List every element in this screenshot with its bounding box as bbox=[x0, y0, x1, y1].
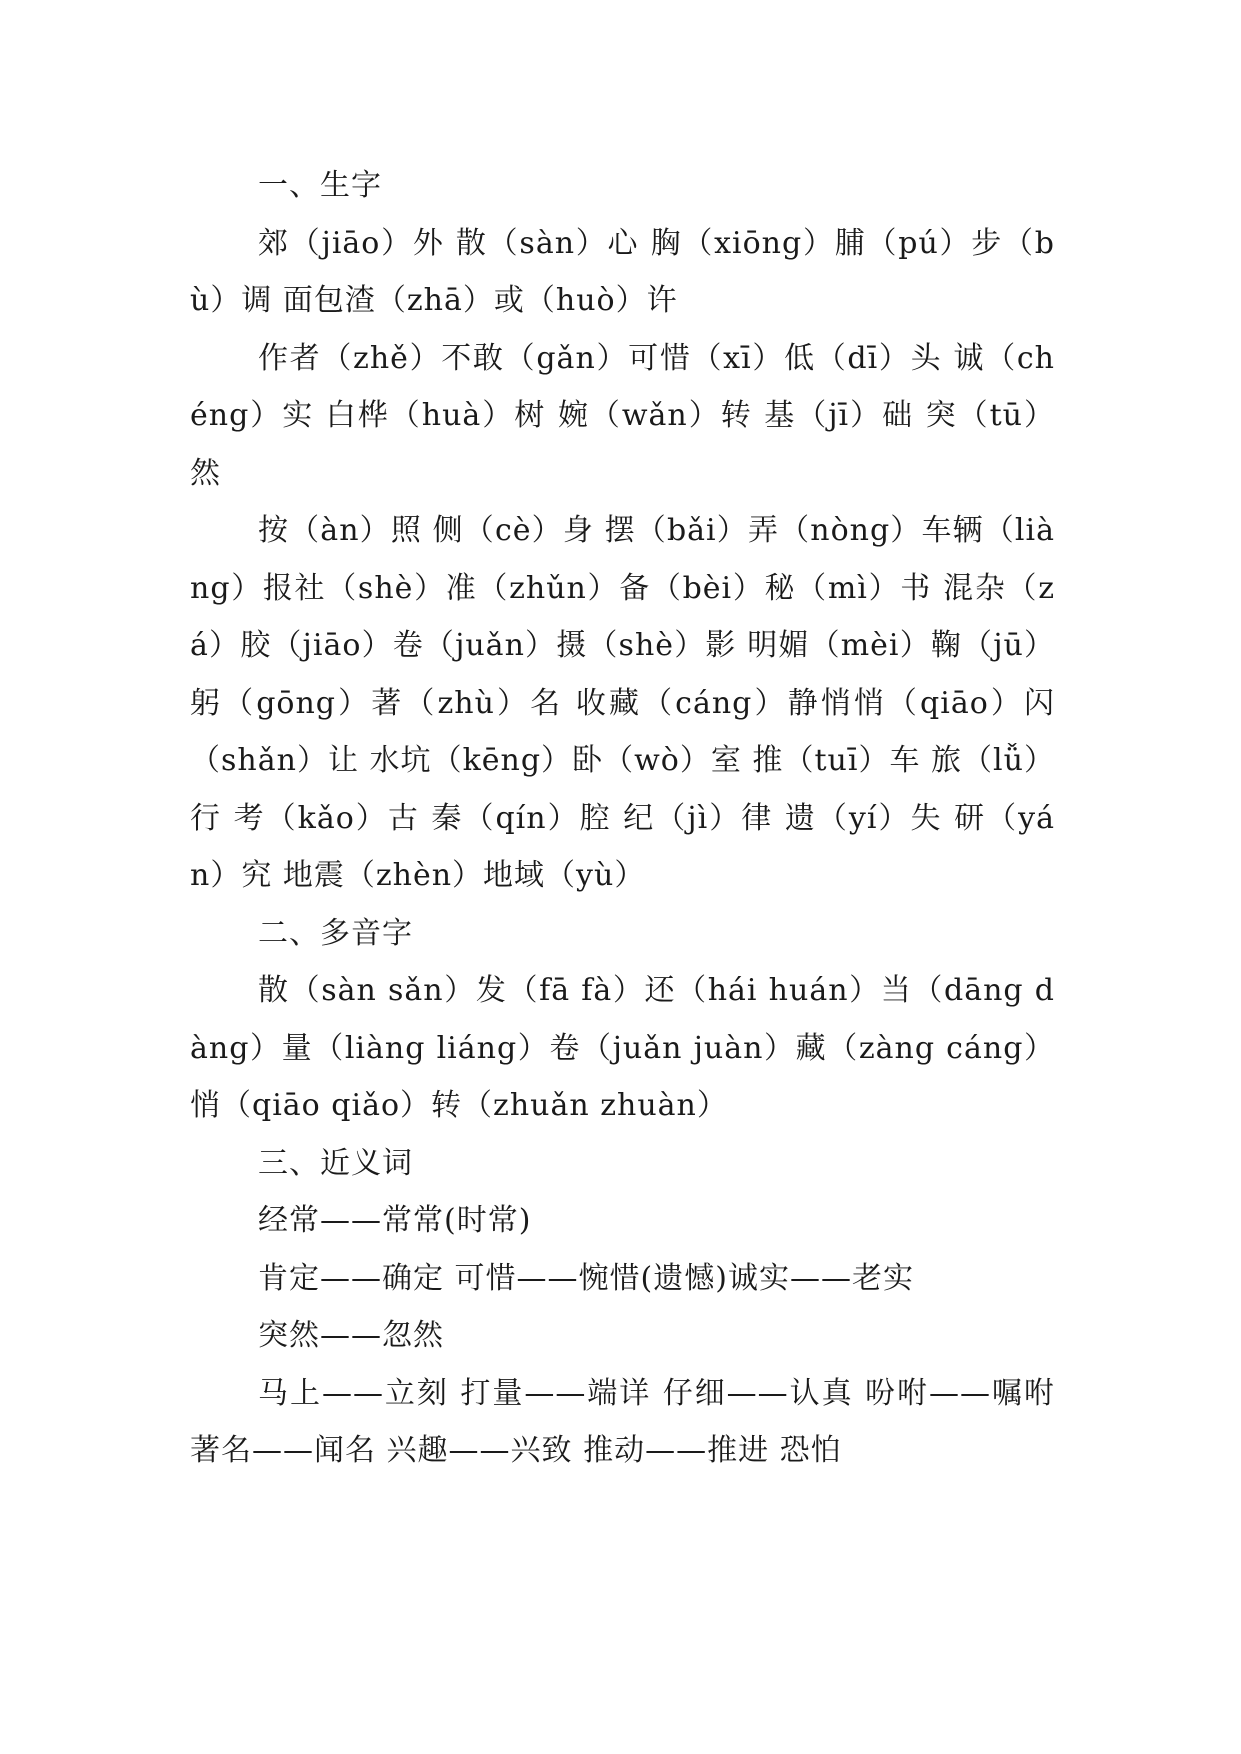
paragraph: 马上——立刻 打量——端详 仔细——认真 吩咐——嘱咐 著名——闻名 兴趣——兴致 推动——推进 恐怕 bbox=[190, 1375, 1055, 1468]
section-heading-synonyms: 三、近义词 bbox=[258, 1145, 413, 1181]
paragraph: 散（sàn sǎn）发（fā fà）还（hái huán）当（dāng dàng）量（liàng liáng）卷（juǎn juàn）藏（zàng cáng）悄（qiāo qiǎo）转（zhuǎn zhuàn） bbox=[190, 973, 1055, 1123]
paragraph: 按（àn）照 侧（cè）身 摆（bǎi）弄（nòng）车辆（liàng）报社（shè）准（zhǔn）备（bèi）秘（mì）书 混杂（zá）胶（jiāo）卷（juǎn）摄（shè）影 明媚（mèi）鞠（jū）躬（gōng）著（zhù）名 收藏（cáng）静悄悄（qiāo）闪（shǎn）让 水坑（kēng）卧（wò）室 推（tuī）车 旅（lǚ）行 考（kǎo）古 秦（qín）腔 纪（jì）律 遗（yí）失 研（yán）究 地震（zhèn）地域（yù） bbox=[190, 513, 1055, 893]
paragraph: 经常——常常(时常) bbox=[258, 1203, 532, 1238]
paragraph: 郊（jiāo）外 散（sàn）心 胸（xiōng）脯（pú）步（bù）调 面包渣（zhā）或（huò）许 bbox=[190, 225, 1055, 318]
paragraph: 作者（zhě）不敢（gǎn）可惜（xī）低（dī）头 诚（chéng）实 白桦（huà）树 婉（wǎn）转 基（jī）础 突（tū）然 bbox=[190, 340, 1055, 491]
document-body bbox=[190, 157, 1055, 1480]
section-heading-characters: 一、生字 bbox=[258, 168, 382, 203]
paragraph: 肯定——确定 可惜——惋惜(遗憾)诚实——老实 bbox=[258, 1260, 914, 1296]
section-heading-polyphones: 二、多音字 bbox=[258, 915, 413, 951]
paragraph: 突然——忽然 bbox=[258, 1318, 444, 1353]
